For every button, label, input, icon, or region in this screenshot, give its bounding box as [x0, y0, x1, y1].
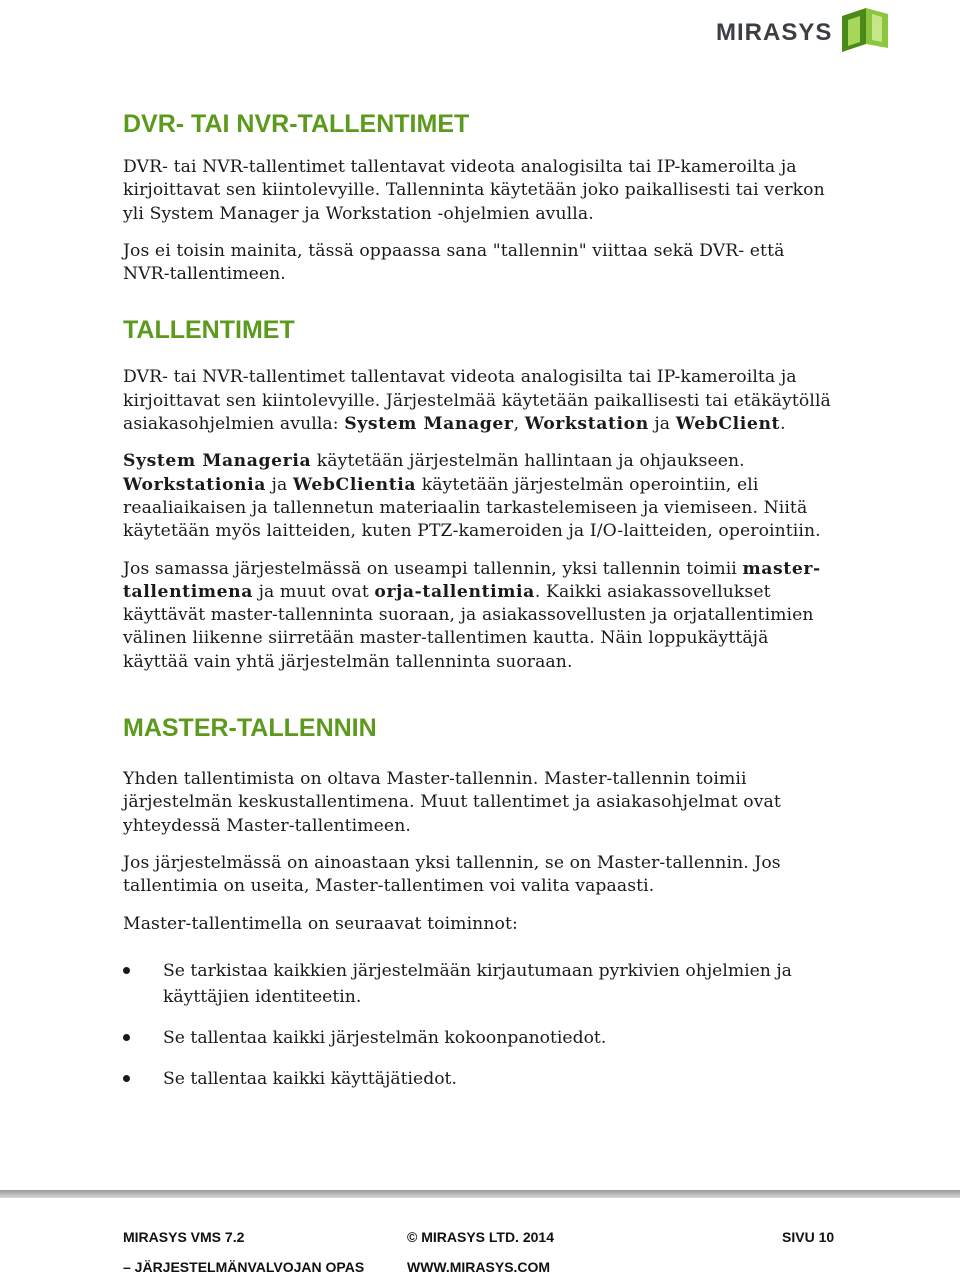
footer-right	[782, 1222, 834, 1252]
paragraph: Master-tallentimella on seuraavat toiminnot:	[123, 913, 518, 934]
footer-center	[407, 1222, 554, 1282]
document-body	[123, 106, 833, 1107]
paragraph: DVR- tai NVR-tallentimet tallentavat videota analogisilta tai IP-kameroilta ja kirjoittavat sen kiintolevyille. Tallenninta käytetään joko paikallisesti tai verkon yli System Manager ja Workstation -ohjelmien avulla.	[123, 157, 825, 224]
section-title-dvr-nvr: DVR- TAI NVR-TALLENTIMET	[123, 110, 470, 138]
footer-left	[123, 1222, 364, 1282]
logo-wordmark: MIRASYS	[716, 19, 833, 46]
section-title-master-tallennin: MASTER-TALLENNIN	[123, 714, 377, 743]
paragraph: Yhden tallentimista on oltava Master-tallennin. Master-tallennin toimii järjestelmän keskustallentimena. Muut tallentimet ja asiakasohjelmat ovat yhteydessä Master-tallentimeen.	[123, 769, 781, 836]
bullet-list	[123, 958, 833, 1092]
paragraph: System Manageria käytetään järjestelmän hallintaan ja ohjaukseen. Workstationia ja WebClientia käytetään järjestelmän operointiin, eli reaaliaikaisen ja tallennetun materiaalin tarkastelemiseen ja viemiseen. Niitä käytetään myös laitteiden, kuten PTZ-kameroiden ja I/O-laitteiden, operointiin.	[123, 451, 821, 542]
footer-divider	[0, 1190, 960, 1198]
list-item: Se tallentaa kaikki käyttäjätiedot.	[123, 1066, 833, 1092]
section-title-tallentimet: TALLENTIMET	[123, 316, 295, 345]
footer-copyright: © MIRASYS LTD. 2014	[407, 1229, 554, 1245]
paragraph: Jos ei toisin mainita, tässä oppaassa sana "tallennin" viittaa sekä DVR- että NVR-tallentimeen.	[123, 240, 785, 285]
paragraph: Jos järjestelmässä on ainoastaan yksi tallennin, se on Master-tallennin. Jos tallentimia on useita, Master-tallentimen voi valita vapaasti.	[123, 852, 781, 897]
footer-website-link[interactable]: WWW.MIRASYS.COM	[407, 1259, 551, 1275]
paragraph: Jos samassa järjestelmässä on useampi tallennin, yksi tallennin toimii master-tallentimena ja muut ovat orja-tallentimia. Kaikki asiakassovellukset käyttävät master-tallenninta suoraan, ja asiakassovellusten ja orjatallentimien välinen liikenne siirretään master-tallentimen kautta. Näin loppukäyttäjä käyttää vain yhtä järjestelmän tallenninta suoraan.	[123, 558, 821, 672]
logo-cube-icon	[836, 6, 892, 54]
list-item: Se tallentaa kaikki järjestelmän kokoonpanotiedot.	[123, 1025, 833, 1051]
list-item: Se tarkistaa kaikkien järjestelmään kirjautumaan pyrkivien ohjelmien ja käyttäjien identiteetin.	[123, 958, 833, 1010]
paragraph: DVR- tai NVR-tallentimet tallentavat videota analogisilta tai IP-kameroilta ja kirjoittavat sen kiintolevyille. Järjestelmää käytetään paikallisesti tai etäkäytöllä asiakasohjelmien avulla: System Manager, Workstation ja WebClient.	[123, 367, 831, 435]
footer-product: MIRASYS VMS 7.2	[123, 1229, 245, 1245]
footer-guide-name: – JÄRJESTELMÄNVALVOJAN OPAS	[123, 1259, 365, 1275]
mirasys-logo	[716, 6, 896, 56]
footer-page-number: SIVU 10	[782, 1229, 835, 1245]
